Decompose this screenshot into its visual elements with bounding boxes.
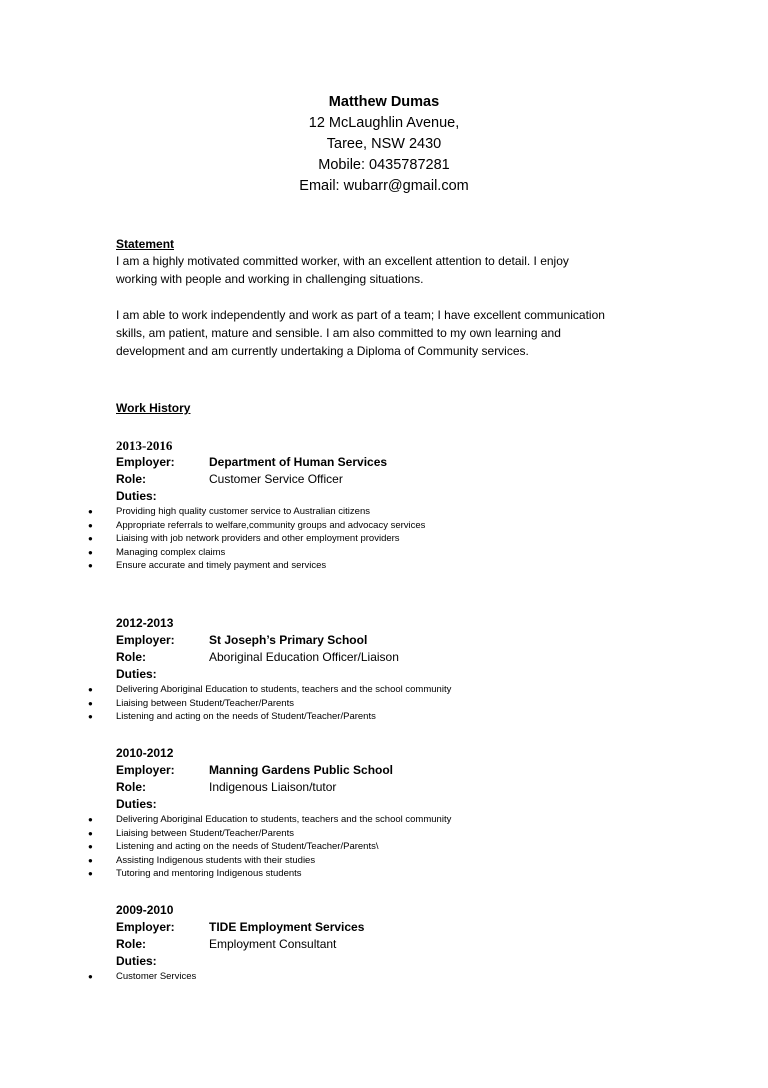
duty-item xyxy=(0,683,700,697)
duty-item xyxy=(0,840,700,854)
duty-text: Delivering Aboriginal Education to students, teachers and the school community xyxy=(116,814,452,825)
email-address: Email: wubarr@gmail.com xyxy=(299,178,469,194)
bullet-icon: ● xyxy=(88,685,93,694)
statement-line: skills, am patient, mature and sensible. I am also committed to my own learning and xyxy=(116,326,561,340)
duty-text: Providing high quality customer service to Australian citizens xyxy=(116,506,370,517)
employer-row xyxy=(116,454,736,471)
duty-text: Liaising with job network providers and other employment providers xyxy=(116,533,400,544)
job-entry xyxy=(88,615,736,724)
duty-item xyxy=(0,546,700,560)
duties-list xyxy=(0,970,700,984)
employer-name: Manning Gardens Public School xyxy=(209,763,394,777)
duty-text: Listening and acting on the needs of Student/Teacher/Parents xyxy=(116,711,376,722)
duty-text: Ensure accurate and timely payment and services xyxy=(116,560,327,571)
duties-label: Duties: xyxy=(116,667,157,681)
statement-line: I am a highly motivated committed worker, with an excellent attention to detail. I enjoy xyxy=(116,254,569,268)
statement-line: working with people and working in challenging situations. xyxy=(116,272,424,286)
statement-paragraph-2 xyxy=(116,306,676,360)
contact-header xyxy=(0,92,768,197)
applicant-name: Matthew Dumas xyxy=(328,94,440,110)
job-entry xyxy=(88,437,736,573)
employer-row xyxy=(116,762,736,779)
role-row xyxy=(116,936,736,953)
bullet-icon: ● xyxy=(88,855,93,865)
duty-text: Delivering Aboriginal Education to students, teachers and the school community xyxy=(116,684,452,695)
duty-item xyxy=(0,813,700,827)
address-line-1: 12 McLaughlin Avenue, xyxy=(308,115,460,131)
bullet-icon: ● xyxy=(88,828,93,838)
bullet-icon: ● xyxy=(88,815,93,824)
duty-item xyxy=(0,697,700,711)
duty-item xyxy=(0,710,700,724)
duty-item xyxy=(0,854,700,868)
work-history-section xyxy=(116,400,676,416)
statement-heading: Statement xyxy=(116,237,175,251)
duty-item xyxy=(0,970,700,984)
duties-list xyxy=(0,505,700,573)
duty-text: Liaising between Student/Teacher/Parents xyxy=(116,827,294,839)
duty-text: Liaising between Student/Teacher/Parents xyxy=(116,697,294,709)
employer-name: St Joseph’s Primary School xyxy=(209,633,368,647)
address-line-2: Taree, NSW 2430 xyxy=(326,136,442,152)
duty-item xyxy=(0,867,700,881)
duties-list xyxy=(0,683,700,724)
duty-text: Appropriate referrals to welfare,community groups and advocacy services xyxy=(116,519,426,531)
bullet-icon: ● xyxy=(88,547,93,557)
work-history-heading: Work History xyxy=(116,401,191,415)
role-label: Role: xyxy=(116,472,146,486)
duty-item xyxy=(0,559,700,573)
duty-text: Managing complex claims xyxy=(116,546,226,558)
bullet-icon: ● xyxy=(88,869,93,878)
duty-item xyxy=(0,827,700,841)
statement-line: development and am currently undertaking a Diploma of Community services. xyxy=(116,344,529,358)
job-years: 2012-2013 xyxy=(116,616,174,630)
duties-list xyxy=(0,813,700,881)
employer-label: Employer: xyxy=(116,763,175,777)
duty-item xyxy=(0,505,700,519)
duty-text: Assisting Indigenous students with their studies xyxy=(116,854,316,866)
bullet-icon: ● xyxy=(88,842,93,851)
mobile-number: Mobile: 0435787281 xyxy=(318,157,450,173)
bullet-icon: ● xyxy=(88,712,93,721)
bullet-icon: ● xyxy=(88,534,93,543)
employer-row xyxy=(116,919,736,936)
employer-label: Employer: xyxy=(116,455,175,469)
duties-label: Duties: xyxy=(116,489,157,503)
role-title: Aboriginal Education Officer/Liaison xyxy=(209,650,399,664)
role-title: Indigenous Liaison/tutor xyxy=(209,780,337,794)
role-title: Customer Service Officer xyxy=(209,472,343,486)
bullet-icon: ● xyxy=(88,698,93,708)
statement-line: I am able to work independently and work as part of a team; I have excellent communication xyxy=(116,308,605,322)
role-label: Role: xyxy=(116,937,146,951)
bullet-icon: ● xyxy=(88,561,93,570)
statement-paragraph-1 xyxy=(116,252,676,288)
employer-row xyxy=(116,632,736,649)
employer-name: Department of Human Services xyxy=(209,455,388,469)
role-row xyxy=(116,779,736,796)
employer-label: Employer: xyxy=(116,633,175,647)
role-row xyxy=(116,649,736,666)
job-years: 2013-2016 xyxy=(116,438,173,453)
role-label: Role: xyxy=(116,780,146,794)
role-label: Role: xyxy=(116,650,146,664)
role-title: Employment Consultant xyxy=(209,937,337,951)
bullet-icon: ● xyxy=(88,520,93,530)
bullet-icon: ● xyxy=(88,972,93,981)
duty-text: Tutoring and mentoring Indigenous students xyxy=(116,868,302,879)
job-years: 2010-2012 xyxy=(116,746,174,760)
duty-item xyxy=(0,519,700,533)
statement-section xyxy=(116,236,676,360)
job-entry xyxy=(88,902,736,984)
duty-item xyxy=(0,532,700,546)
job-years: 2009-2010 xyxy=(116,903,174,917)
duty-text: Customer Services xyxy=(116,971,197,982)
job-entry xyxy=(88,745,736,881)
bullet-icon: ● xyxy=(88,507,93,516)
employer-label: Employer: xyxy=(116,920,175,934)
duty-text: Listening and acting on the needs of Student/Teacher/Parents\ xyxy=(116,841,379,852)
duties-label: Duties: xyxy=(116,797,157,811)
duties-label: Duties: xyxy=(116,954,157,968)
role-row xyxy=(116,471,736,488)
employer-name: TIDE Employment Services xyxy=(209,920,365,934)
